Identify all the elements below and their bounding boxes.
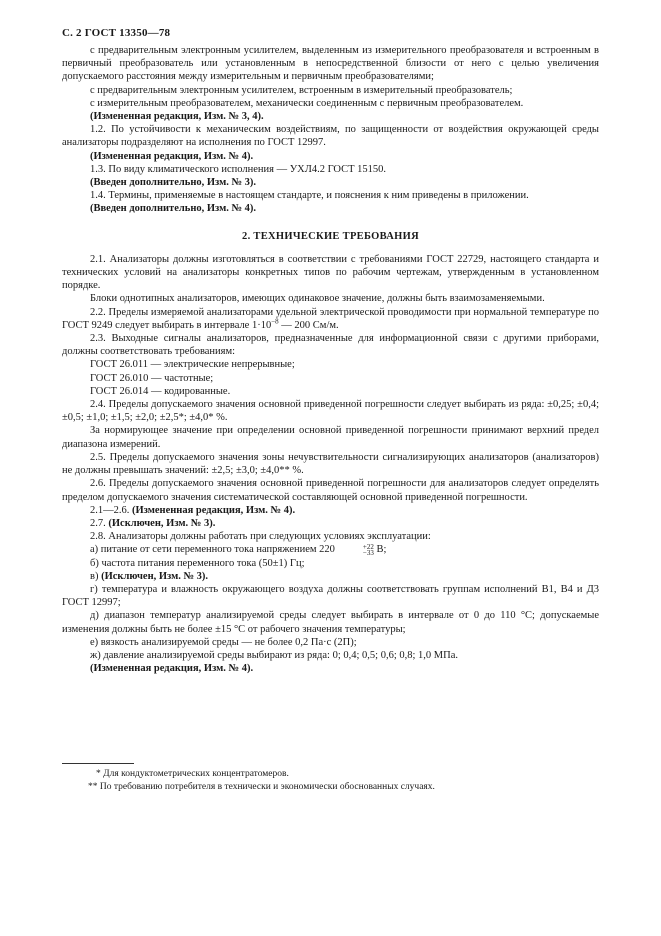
paragraph: 2.8. Анализаторы должны работать при следующих условиях эксплуатации: [90, 531, 431, 543]
list-item: ГОСТ 26.010 — частотные; [90, 372, 214, 384]
paragraph: Блоки однотипных анализаторов, имеющих одинаковое значение, должны быть взаимозаменяемыми. [90, 293, 545, 305]
edit-note: (Измененная редакция, Изм. № 3, 4). [90, 111, 264, 123]
edit-note: (Измененная редакция, Изм. № 4). [90, 150, 254, 162]
paragraph: с предварительным электронным усилителем, выделенным из измерительного преобразователя и встроенным в первичный преобразователь или установленным в непосредственной близости от него с целью увеличения допускаемого расстояния между измерительным и первичным преобразователями; [62, 45, 599, 83]
paragraph: 2.5. Пределы допускаемого значения зоны нечувствительности сигнализирующих анализаторов (анализаторов) не должны превышать значений: ±2,5; ±3,0; ±4,0** %. [62, 451, 599, 477]
edit-note: (Введен дополнительно, Изм. № 3). [90, 177, 257, 189]
list-item: г) температура и влажность окружающего воздуха должны соответствовать группам исполнений В1, В4 и Д3 ГОСТ 12997; [62, 583, 599, 609]
footnote-divider [62, 763, 134, 764]
paragraph: 1.4. Термины, применяемые в настоящем стандарте, и пояснения к ним приведены в приложении. [90, 190, 529, 202]
edit-note: 2.7. (Исключен, Изм. № 3). [90, 517, 216, 529]
list-item: ГОСТ 26.011 — электрические непрерывные; [90, 359, 295, 371]
edit-note: (Измененная редакция, Изм. № 4). [90, 663, 254, 675]
footnotes [88, 768, 598, 793]
list-item: в) (Исключен, Изм. № 3). [90, 570, 209, 582]
paragraph: За нормирующее значение при определении основной приведенной погрешности принимают верхний предел диапазона измерений. [62, 425, 599, 450]
paragraph: 2.2. Пределы измеряемой анализаторами удельной электрической проводимости при нормальной температуре по ГОСТ 9249 следует выбирать в интервале $1\cdot 10^{-8}$ — 200 См/м. [62, 306, 599, 331]
paragraph: 1.3. По виду климатического исполнения — УХЛ4.2 ГОСТ 15150. [90, 163, 387, 175]
document-body [62, 44, 599, 675]
list-item: ГОСТ 26.014 — кодированные. [90, 385, 231, 397]
paragraph: с измерительным преобразователем, механически соединенным с первичным преобразователем. [90, 97, 524, 109]
list-item: а) питание от сети переменного тока напряжением 220 +22 −33 В; [90, 542, 387, 557]
list-item: б) частота питания переменного тока (50±1) Гц; [90, 557, 305, 569]
edit-note: (Введен дополнительно, Изм. № 4). [90, 203, 257, 215]
edit-note: 2.1—2.6. (Измененная редакция, Изм. № 4). [90, 504, 296, 516]
section-title: 2. ТЕХНИЧЕСКИЕ ТРЕБОВАНИЯ [242, 230, 419, 242]
paragraph: с предварительным электронным усилителем, встроенным в измерительный преобразователь; [90, 84, 513, 96]
list-item: д) диапазон температур анализируемой среды следует выбирать в интервале от 0 до 110 °С; допускаемые изменения должны быть не более ±15 °С от рабочего значения температуры; [62, 610, 599, 635]
paragraph: 2.6. Пределы допускаемого значения основной приведенной погрешности для анализаторов следует определять пределом допускаемого значения систематической составляющей основной приведенной погрешности. [62, 478, 599, 503]
footnote: ** По требованию потребителя в технически и экономически обоснованных случаях. [88, 781, 435, 792]
paragraph: 1.2. По устойчивости к механическим воздействиям, по защищенности от воздействия окружающей среды анализаторы подразделяют на исполнения по ГОСТ 12997. [62, 124, 599, 149]
paragraph: 2.4. Пределы допускаемого значения основной приведенной погрешности следует выбирать из ряда: ±0,25; ±0,4; ±0,5; ±1,0; ±1,5; ±2,0; ±2,5*; ±4,0* %. [62, 399, 599, 424]
list-item: ж) давление анализируемой среды выбирают из ряда: 0; 0,4; 0,5; 0,6; 0,8; 1,0 МПа. [90, 649, 458, 661]
paragraph: 2.1. Анализаторы должны изготовляться в соответствии с требованиями ГОСТ 22729, настоящего стандарта и технических условий на анализаторы конкретных типов по рабочим чертежам, утвержденным в установленном порядке. [62, 253, 599, 292]
footnote: * Для кондуктометрических концентратомеров. [96, 769, 289, 779]
paragraph: 2.3. Выходные сигналы анализаторов, предназначенные для информационной связи с другими приборами, должны соответствовать требованиям: [62, 333, 599, 358]
list-item: е) вязкость анализируемой среды — не более 0,2 Па·с (2П); [90, 636, 357, 648]
page-header: С. 2 ГОСТ 13350—78 [62, 27, 171, 39]
